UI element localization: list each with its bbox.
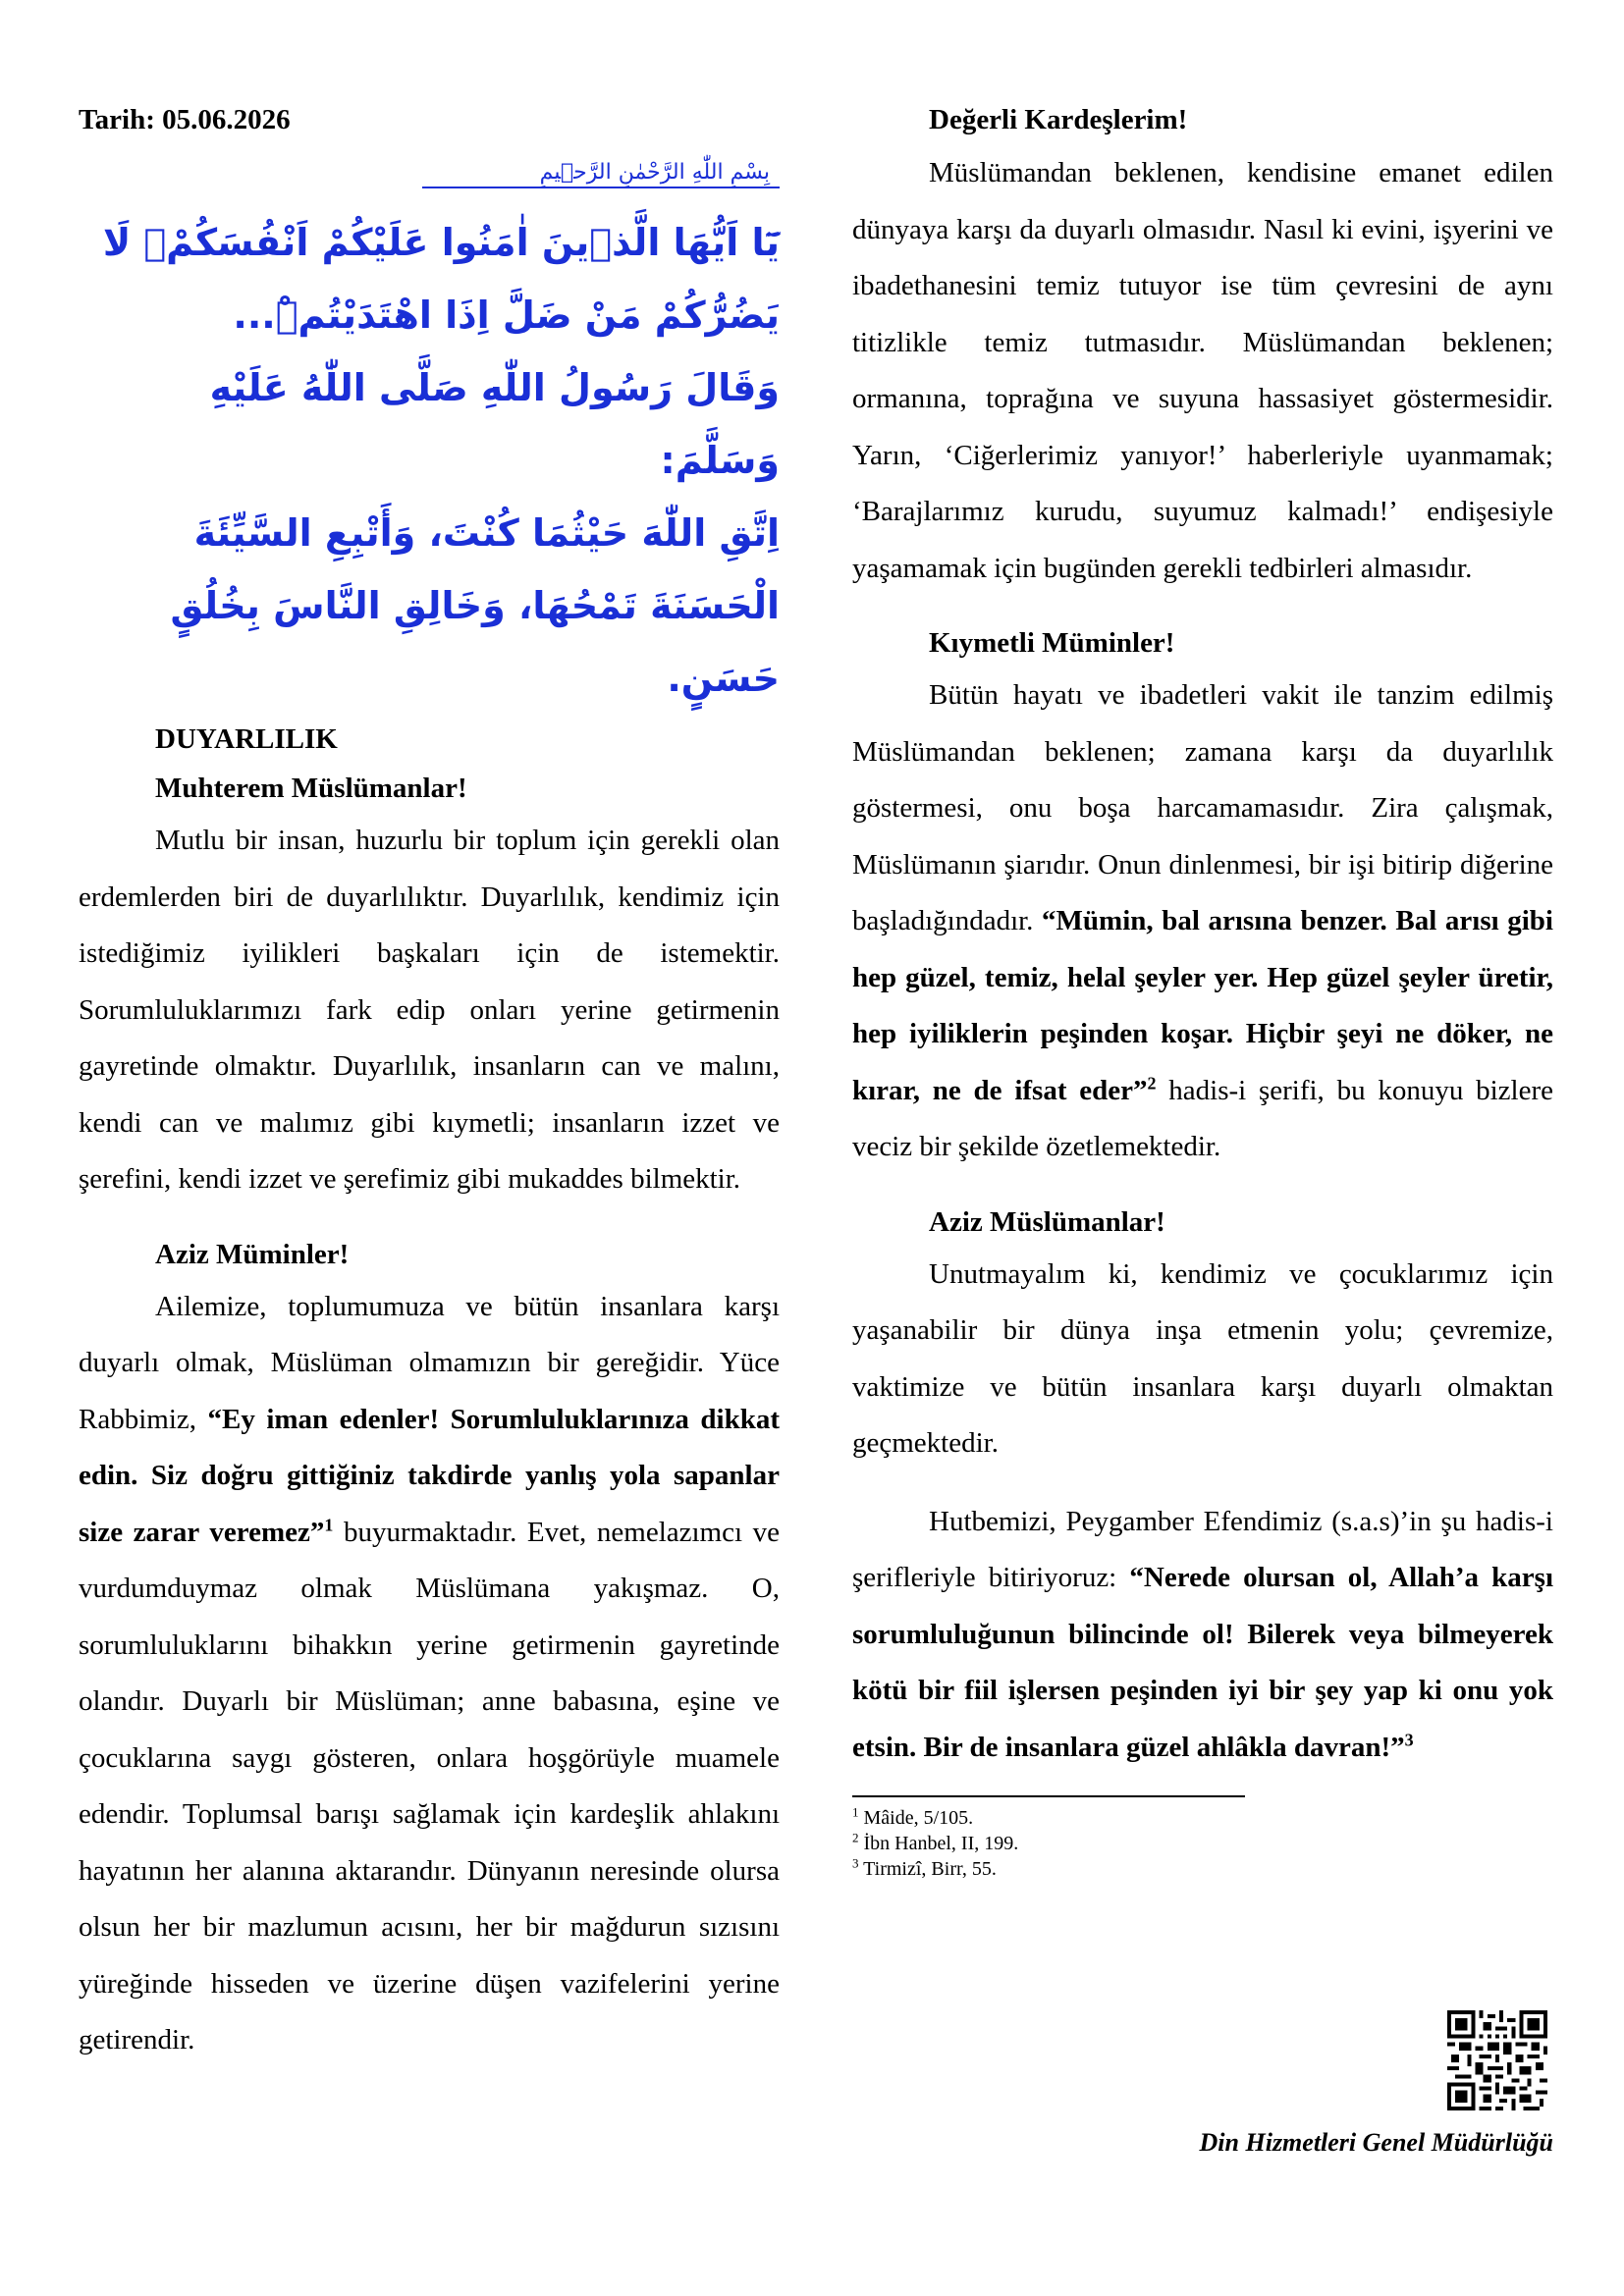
paragraph-6: [852, 1494, 1553, 1777]
paragraph-4-text-b: hadis-i şerifi, bu konuyu bizlere veciz bir şekilde özetlemektedir.: [852, 1074, 1553, 1162]
date-label: Tarih: 05.06.2026: [79, 104, 291, 135]
footnote-ref-2: 2: [1147, 1072, 1157, 1093]
footnote-3-text: Tirmizî, Birr, 55.: [863, 1858, 997, 1880]
heading-degerli: Değerli Kardeşlerim!: [929, 104, 1188, 135]
footnote-ref-3: 3: [1404, 1729, 1414, 1749]
heading-aziz-muslumanlar: Aziz Müslümanlar!: [929, 1205, 1165, 1238]
paragraph-4: [852, 667, 1553, 1176]
left-column: [79, 94, 780, 2069]
heading-kiymetli: Kıymetli Müminler!: [929, 627, 1175, 659]
arabic-ayah: يَٓا اَيُّهَا الَّذ۪ينَ اٰمَنُوا عَلَيْكُمْ اَنْفُسَكُمْۚ لَا يَضُرُّكُمْ مَنْ ضَلَّ اِذَا اهْتَدَيْتُمْۜ...: [102, 221, 780, 337]
footnote-1: [852, 1805, 1553, 1831]
arabic-hadith-intro: وَقَالَ رَسُولُ اللّٰهِ صَلَّى اللّٰهُ عَلَيْهِ وَسَلَّمَ:: [209, 366, 780, 482]
basmala-text: بِسْمِ اللّٰهِ الرَّحْمٰنِ الرَّح۪يمِ: [422, 160, 780, 188]
arabic-hadith: اِتَّقِ اللّٰهَ حَيْثُمَا كُنْتَ، وَأَتْبِعِ السَّيِّئَةَ الْحَسَنَةَ تَمْحُهَا، وَخَالِقِ النَّاسَ بِخُلُقٍ حَسَنٍ.: [170, 511, 780, 700]
footnote-1-text: Mâide, 5/105.: [863, 1807, 974, 1829]
hadith-quote-bee: “Mümin, bal arısına benzer. Bal arısı gibi hep güzel, temiz, helal şeyler yer. Hep güzel şeyler üretir, hep iyiliklerin peşinden koşar. Hiçbir şeyi ne döker, ne kırar, ne de ifsat eder”: [852, 905, 1553, 1106]
paragraph-1: Mutlu bir insan, huzurlu bir toplum için gerekli olan erdemlerden biri de duyarlılıktır. Duyarlılık, kendimiz için istediğimiz iyilikleri başkaları için de istemektir. Sorumluluklarımızı fark edip onları yerine getirmenin gayretinde olmaktır. Duyarlılık, insanların can ve malını, kendi can ve malımız gibi kıymetli; insanların izzet ve şerefini, kendi izzet ve şerefimiz gibi mukaddes bilmektir.: [79, 825, 780, 1195]
basmala-calligraphy: [79, 153, 780, 192]
closing-hadith-quote: “Nerede olursan ol, Allah’a karşı sorumluluğunun bilincinde ol! Bilerek veya bilmeyerek kötü bir fiil işlersen peşinden iyi bir şey yap ki onu yok etsin. Bir de insanlara güzel ahlâkla davran!”: [852, 1562, 1553, 1763]
paragraph-6-text-a: Hutbemizi, Peygamber Efendimiz (s.a.s)’in şu hadis-i şerifleriyle bitiriyoruz:: [852, 1505, 1553, 1593]
paragraph-4-text-a: Bütün hayatı ve ibadetleri vakit ile tanzim edilmiş Müslümandan beklenen; zamana karşı da duyarlılık göstermesi, onu boşa harcamamasıdır. Zira çalışmak, Müslümanın şiarıdır. Onun dinlenmesi, bir işi bitirip diğerine başladığındadır.: [852, 679, 1553, 936]
ayah-quote: “Ey iman edenler! Sorumluluklarınıza dikkat edin. Siz doğru gittiğiniz takdirde yanlış yola sapanlar size zarar veremez”: [79, 1403, 780, 1548]
footnote-1-num: 1: [852, 1804, 859, 1820]
organization-signature: Din Hizmetleri Genel Müdürlüğü: [1199, 2128, 1553, 2157]
paragraph-3: Müslümandan beklenen, kendisine emanet edilen dünyaya karşı da duyarlı olmasıdır. Nasıl ki evini, işyerini ve ibadethanesini temiz tutuyor ise tüm çevresini de aynı titizlikle temiz tutmasıdır. Müslümandan beklenen; ormanına, toprağına ve suyuna hassasiyet göstermesidir. Yarın, ‘Ciğerlerimiz yanıyor!’ haberleriyle uyanmamak; ‘Barajlarımız kurudu, suyumuz kalmadı!’ endişesiyle yaşamamak için bugünden gerekli tedbirleri almasıdır.: [852, 157, 1553, 584]
footnote-2-num: 2: [852, 1830, 859, 1845]
footnote-3-num: 3: [852, 1855, 859, 1871]
paragraph-2: [79, 1279, 780, 2069]
heading-aziz-muminler: Aziz Müminler!: [155, 1238, 350, 1270]
paragraph-2-text-a: Ailemize, toplumumuza ve bütün insanlara karşı duyarlı olmak, Müslüman olmamızın bir gereğidir. Yüce Rabbimiz,: [79, 1290, 780, 1435]
footnote-2: [852, 1831, 1553, 1856]
heading-muhterem: Muhterem Müslümanlar!: [155, 773, 467, 804]
footnote-3: [852, 1856, 1553, 1882]
footnote-2-text: İbn Hanbel, II, 199.: [863, 1833, 1019, 1854]
qr-code-icon[interactable]: [1447, 2010, 1547, 2110]
paragraph-2-text-b: buyurmaktadır. Evet, nemelazımcı ve vurdumduymaz olmak Müslümana yakışmaz. O, sorumluluklarını bihakkın yerine getirmenin gayretinde olandır. Duyarlı bir Müslüman; anne babasına, eşine ve çocuklarına saygı gösteren, onlara hoşgörüyle muamele edendir. Toplumsal barışı sağlamak için kardeşlik ahlakını hayatının her alanına aktarandır. Dünyanın neresinde olursa olsun her bir mazlumun acısını, her bir mağdurun sızısını yüreğinde hisseden ve üzerine düşen vazifelerini yerine getirendir.: [79, 1516, 781, 2056]
right-column: [852, 94, 1553, 1882]
footnote-divider: [852, 1795, 1245, 1797]
sermon-title: DUYARLILIK: [155, 723, 338, 755]
footnote-ref-1: 1: [324, 1514, 334, 1534]
paragraph-5: Unutmayalım ki, kendimiz ve çocuklarımız için yaşanabilir bir dünya inşa etmenin yolu; çevremize, vaktimize ve bütün insanlara karşı duyarlı olmaktan geçmektedir.: [852, 1257, 1553, 1459]
